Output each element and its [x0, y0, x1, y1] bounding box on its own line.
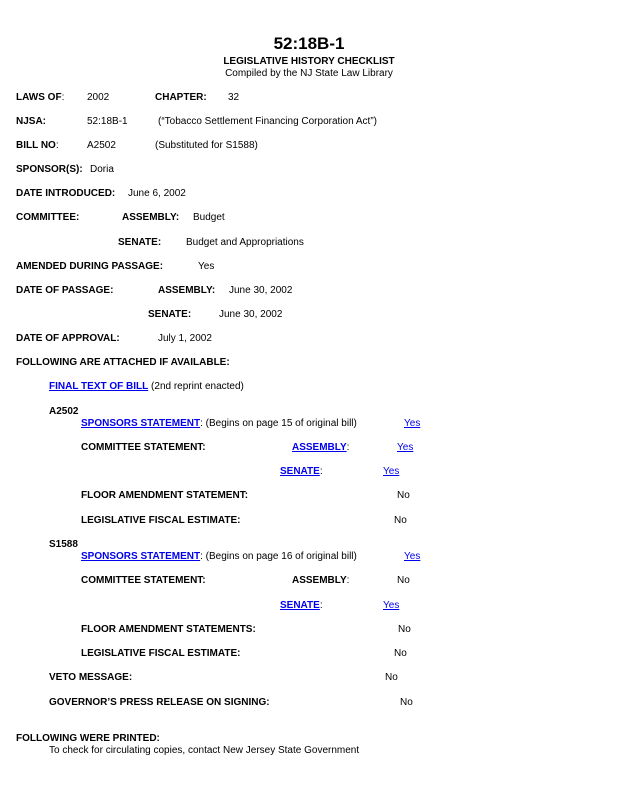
s1588-sponsors-statement-row	[81, 551, 357, 563]
s1588-assembly-row: ASSEMBLY:	[292, 575, 350, 586]
attached-heading: FOLLOWING ARE ATTACHED IF AVAILABLE:	[16, 357, 230, 368]
a2502-fiscal-estimate-label: LEGISLATIVE FISCAL ESTIMATE:	[81, 515, 241, 526]
a2502-assembly-row: ASSEMBLY:	[292, 442, 350, 453]
s1588-sponsors-statement-note: : (Begins on page 16 of original bill)	[200, 551, 357, 562]
a2502-senate-row: SENATE:	[280, 466, 323, 477]
s1588-fiscal-estimate-value: No	[394, 648, 407, 659]
final-text-row	[49, 381, 244, 393]
a2502-sponsors-statement-row	[81, 418, 357, 430]
committee-senate-value: Budget and Appropriations	[186, 237, 304, 248]
s1588-floor-amendment-value: No	[398, 624, 411, 635]
laws-of-value: 2002	[87, 92, 110, 103]
a2502-floor-amendment-label: FLOOR AMENDMENT STATEMENT:	[81, 490, 249, 501]
a2502-sponsors-statement-note: : (Begins on page 15 of original bill)	[200, 418, 357, 429]
final-text-note: (2nd reprint enacted)	[151, 381, 244, 392]
passage-senate-label: SENATE:	[148, 309, 192, 320]
compiled-by: Compiled by the NJ State Law Library	[225, 68, 393, 79]
veto-message-label: VETO MESSAGE:	[49, 672, 133, 683]
committee-label: COMMITTEE:	[16, 212, 80, 223]
s1588-floor-amendment-label: FLOOR AMENDMENT STATEMENTS:	[81, 624, 256, 635]
committee-assembly-value: Budget	[193, 212, 225, 223]
printed-note: To check for circulating copies, contact New Jersey State Government	[49, 745, 360, 756]
page-subtitle: LEGISLATIVE HISTORY CHECKLIST	[223, 56, 395, 67]
bill-no-label: BILL NO:	[16, 140, 59, 151]
date-of-approval-label: DATE OF APPROVAL:	[16, 333, 120, 344]
a2502-committee-statement-label: COMMITTEE STATEMENT:	[81, 442, 206, 453]
a2502-senate-link[interactable]: SENATE	[280, 466, 320, 477]
date-of-passage-label: DATE OF PASSAGE:	[16, 285, 114, 296]
final-text-link[interactable]: FINAL TEXT OF BILL	[49, 381, 149, 392]
sponsors-label: SPONSOR(S):	[16, 164, 83, 175]
njsa-act-title: (“Tobacco Settlement Financing Corporation Act”)	[158, 116, 377, 127]
bill-no-note: (Substituted for S1588)	[155, 140, 258, 151]
s1588-fiscal-estimate-label: LEGISLATIVE FISCAL ESTIMATE:	[81, 648, 241, 659]
passage-assembly-value: June 30, 2002	[229, 285, 293, 296]
committee-assembly-label: ASSEMBLY:	[122, 212, 180, 223]
chapter-value: 32	[228, 92, 240, 103]
printed-heading: FOLLOWING WERE PRINTED:	[16, 733, 160, 744]
s1588-sponsors-statement-yes-link[interactable]: Yes	[404, 551, 421, 562]
s1588-senate-row: SENATE:	[280, 600, 323, 611]
a2502-heading: A2502	[49, 406, 79, 417]
a2502-assembly-yes-link[interactable]: Yes	[397, 442, 414, 453]
s1588-senate-yes-link[interactable]: Yes	[383, 600, 400, 611]
njsa-label: NJSA:	[16, 116, 47, 127]
a2502-fiscal-estimate-value: No	[394, 515, 407, 526]
s1588-assembly-label: ASSEMBLY	[292, 575, 347, 586]
date-of-approval-value: July 1, 2002	[158, 333, 212, 344]
amended-value: Yes	[198, 261, 215, 272]
committee-senate-label: SENATE:	[118, 237, 162, 248]
s1588-heading: S1588	[49, 539, 78, 550]
laws-of-label: LAWS OF:	[16, 92, 65, 103]
passage-senate-value: June 30, 2002	[219, 309, 283, 320]
page-title: 52:18B-1	[273, 34, 345, 53]
chapter-label: CHAPTER:	[155, 92, 207, 103]
a2502-senate-yes-link[interactable]: Yes	[383, 466, 400, 477]
amended-label: AMENDED DURING PASSAGE:	[16, 261, 164, 272]
a2502-sponsors-statement-link[interactable]: SPONSORS STATEMENT	[81, 418, 201, 429]
veto-message-value: No	[385, 672, 398, 683]
s1588-senate-link[interactable]: SENATE	[280, 600, 320, 611]
passage-assembly-label: ASSEMBLY:	[158, 285, 216, 296]
s1588-assembly-value: No	[397, 575, 410, 586]
a2502-sponsors-statement-yes-link[interactable]: Yes	[404, 418, 421, 429]
press-release-label: GOVERNOR’S PRESS RELEASE ON SIGNING:	[49, 697, 270, 708]
sponsors-value: Doria	[90, 164, 114, 175]
date-introduced-label: DATE INTRODUCED:	[16, 188, 116, 199]
bill-no-value: A2502	[87, 140, 116, 151]
press-release-value: No	[400, 697, 413, 708]
a2502-floor-amendment-value: No	[397, 490, 410, 501]
a2502-assembly-link[interactable]: ASSEMBLY	[292, 442, 347, 453]
njsa-value: 52:18B-1	[87, 116, 128, 127]
s1588-sponsors-statement-link[interactable]: SPONSORS STATEMENT	[81, 551, 201, 562]
s1588-committee-statement-label: COMMITTEE STATEMENT:	[81, 575, 206, 586]
date-introduced-value: June 6, 2002	[128, 188, 186, 199]
